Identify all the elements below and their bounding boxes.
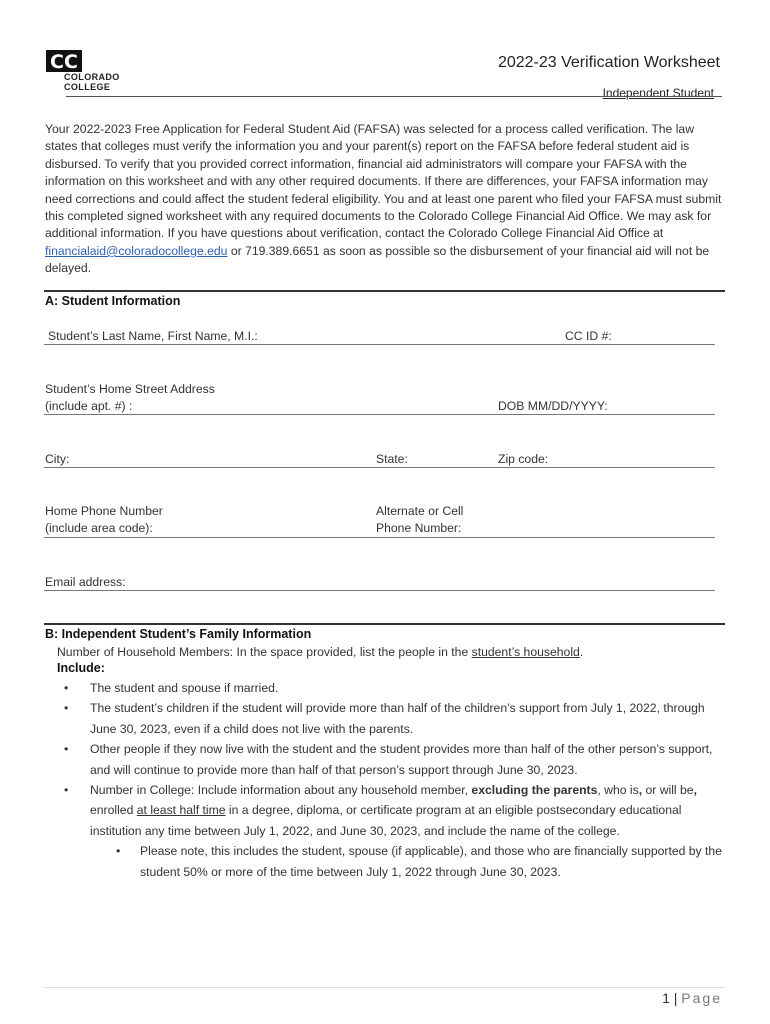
page-subtitle: Independent Student	[602, 86, 714, 100]
students-household-term: student’s household	[471, 645, 580, 659]
alt-phone-label-line-1: Alternate or Cell	[376, 504, 464, 518]
section-b-title: B: Independent Student’s Family Information	[45, 627, 312, 641]
financial-aid-email-link[interactable]: financialaid@coloradocollege.edu	[45, 243, 228, 258]
address-label-line-2: (include apt. #) :	[45, 399, 133, 413]
bullet-icon: •	[64, 681, 69, 695]
alt-phone-label-line-2: Phone Number:	[376, 521, 462, 535]
email-field[interactable]	[44, 590, 715, 591]
bullet-icon: •	[64, 701, 69, 716]
section-b-divider	[44, 623, 725, 625]
household-intro-end: .	[579, 645, 584, 659]
page-title: 2022-23 Verification Worksheet	[497, 54, 720, 71]
intro-paragraph	[45, 121, 725, 278]
excluding-parents-emphasis: excluding the parents	[471, 783, 598, 798]
list-item	[64, 678, 724, 698]
header-divider	[66, 96, 722, 97]
list-item	[64, 739, 724, 780]
list-item-text: The student’s children if the student will provide more than half of the children’s support from July 1, 2022, through June 30, 2023, even if a child does not live with the parents.	[90, 701, 705, 736]
city-state-zip-field[interactable]	[44, 467, 715, 468]
section-a-divider	[44, 290, 725, 292]
page-word: Page	[681, 990, 722, 1006]
colorado-college-logo	[46, 50, 136, 96]
list-item: • Number in College: Include information about any household member, excluding the parents, who is, or will be, enrolled at least half time in a degree, diploma, or certificate program at an eligible postsecondary educational institution any time between July 1, 2022, and June 30, 2023, and include the name of the college.	[64, 780, 724, 841]
sub-list-item-text: Please note, this includes the student, spouse (if applicable), and those who are financially supported by the student 50% or more of the time between July 1, 2022 through June 30, 2023.	[140, 844, 722, 879]
section-a-title: A: Student Information	[45, 294, 181, 308]
phone-field[interactable]	[44, 537, 715, 538]
zip-label: Zip code:	[498, 452, 549, 466]
city-label: City:	[45, 452, 70, 466]
svg-text:CC: CC	[50, 51, 78, 72]
list-item	[64, 698, 724, 739]
bullet-icon: •	[64, 783, 69, 798]
intro-text: Your 2022-2023 Free Application for Federal Student Aid (FAFSA) was selected for a process called verification. The law states that colleges must verify the information you and your parent(s) report on the FAFSA before federal student aid is disbursed. To verify that you provided correct information, financial aid administrators will compare your FAFSA with the information on this worksheet and with any other required documents. If there are differences, your FAFSA information may need corrections and could affect the student federal eligibility. You and at least one parent who filed your FAFSA must submit this completed signed worksheet with any required documents to the Colorado College Financial Aid Office. We may ask for additional information. If you have questions about verification, contact the Colorado College Financial Aid Office at	[45, 122, 722, 241]
list-item-text: The student and spouse if married.	[90, 681, 279, 695]
sub-list-item	[64, 841, 724, 882]
student-name-label: Student’s Last Name, First Name, M.I.:	[48, 329, 258, 343]
logo-line-2: COLLEGE	[64, 82, 111, 92]
dob-label: DOB MM/DD/YYYY:	[498, 399, 608, 413]
intro-text-end: or 719.389.6651 as soon as possible so the disbursement of your financial aid will not be delayed.	[45, 243, 710, 276]
household-intro	[57, 642, 583, 662]
list-item-text: Other people if they now live with the student and the student provides more than half of the other person’s support, and will continue to provide more than half of that person’s support through June 30, 2023.	[90, 742, 713, 777]
bullet-icon: •	[64, 742, 69, 757]
household-intro-text: Number of Household Members: In the space provided, list the people in the	[57, 645, 472, 659]
address-label-line-1: Student’s Home Street Address	[45, 382, 215, 396]
home-phone-label-line-2: (include area code):	[45, 521, 153, 535]
state-label: State:	[376, 452, 408, 466]
email-label: Email address:	[45, 575, 126, 589]
logo-line-1: COLORADO	[64, 72, 120, 82]
bullet-icon: •	[116, 844, 121, 859]
cc-id-label: CC ID #:	[565, 329, 612, 343]
footer-divider	[44, 987, 725, 988]
include-label: Include:	[57, 661, 105, 675]
footer-separator: |	[673, 990, 678, 1006]
page-number: 1	[662, 990, 670, 1006]
half-time-term: at least half time	[136, 803, 226, 818]
cc-logo-icon	[46, 50, 82, 72]
home-phone-label-line-1: Home Phone Number	[45, 504, 163, 518]
address-field[interactable]	[44, 414, 715, 415]
student-name-field[interactable]	[44, 344, 715, 345]
include-list	[64, 678, 724, 882]
page-footer	[662, 990, 722, 1006]
